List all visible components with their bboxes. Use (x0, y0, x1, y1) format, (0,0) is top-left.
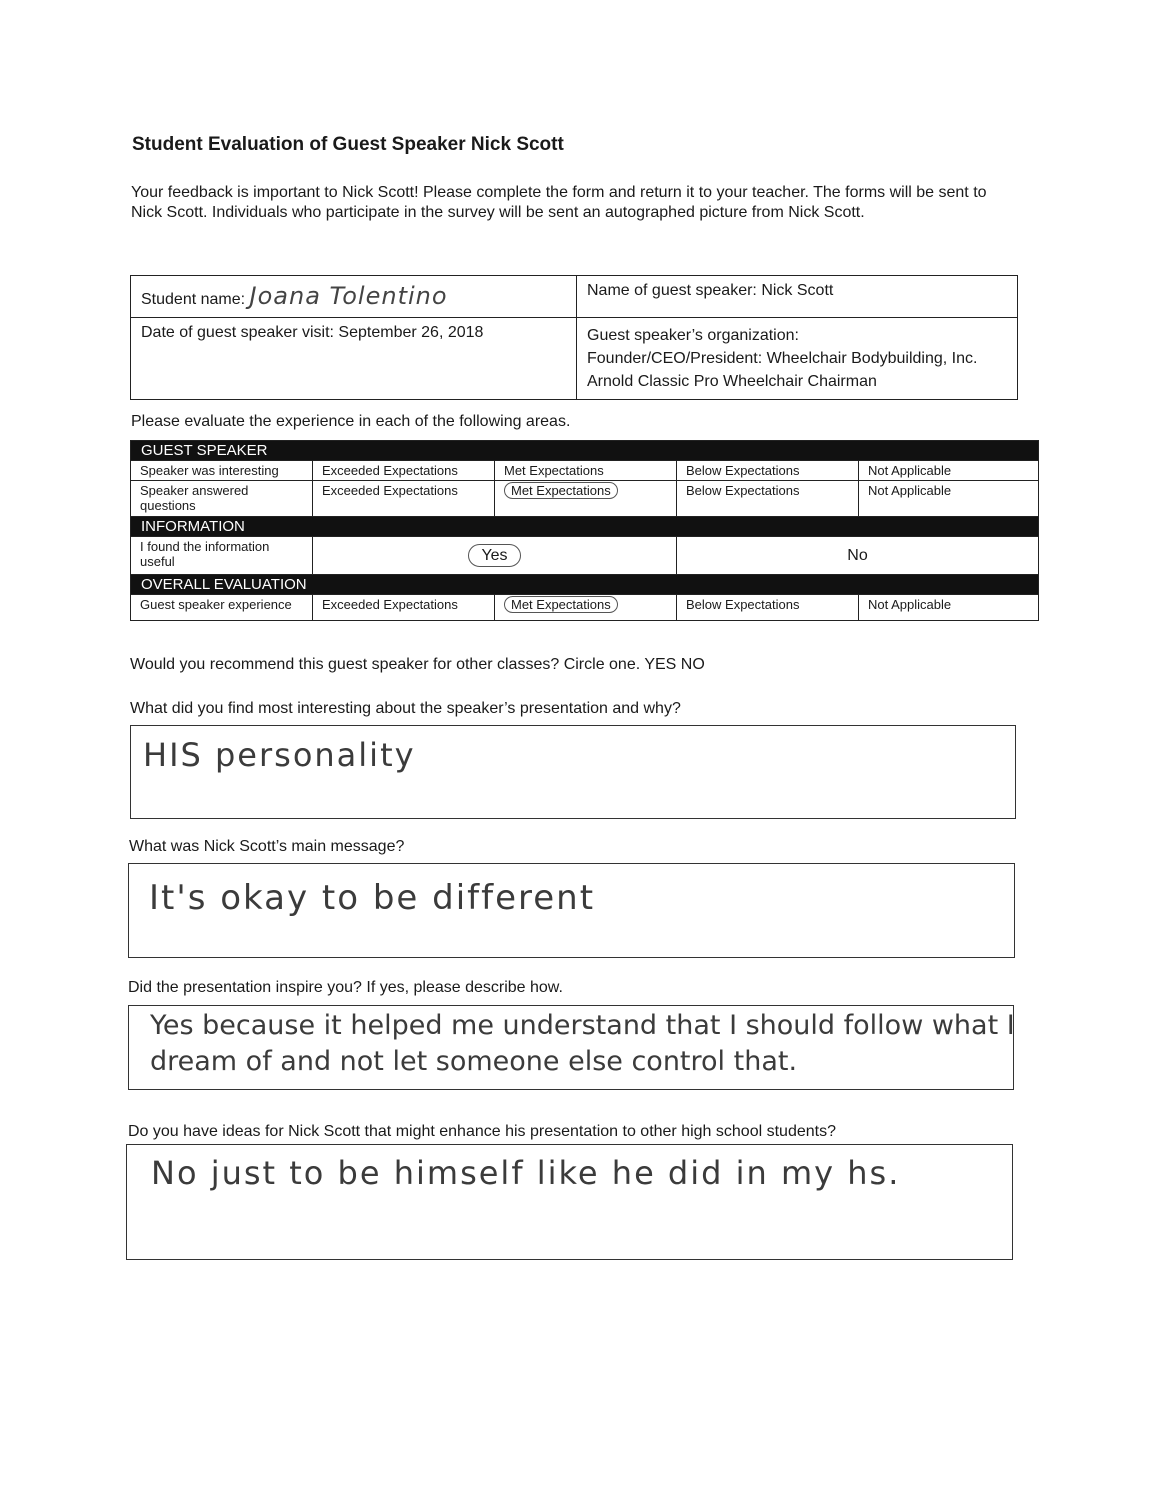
answer-3: Yes because it helped me understand that I should follow what I dream of and not let someone else control that. (150, 1010, 1015, 1077)
question-1: What did you find most interesting about the speaker’s presentation and why? (130, 700, 681, 717)
org-label: Guest speaker’s organization: (587, 327, 799, 344)
speaker-name-cell (577, 276, 1018, 318)
evaluation-prompt: Please evaluate the experience in each of the following areas. (131, 413, 571, 430)
option-exceeded[interactable]: Exceeded Expectations (313, 595, 495, 621)
row-label-useful: I found the information useful (131, 537, 313, 575)
question-4: Do you have ideas for Nick Scott that might enhance his presentation to other high school students? (128, 1123, 836, 1140)
speaker-name-label: Name of guest speaker: Nick Scott (587, 282, 834, 299)
option-exceeded[interactable]: Exceeded Expectations (313, 481, 495, 517)
date-label: Date of guest speaker visit: September 26, 2018 (141, 324, 484, 341)
option-met-selected[interactable]: Met Expectations (495, 595, 677, 621)
org-cell (577, 318, 1018, 400)
question-2: What was Nick Scott’s main message? (129, 838, 405, 855)
option-below[interactable]: Below Expectations (677, 461, 859, 481)
answer-4: No just to be himself like he did in my hs. (151, 1154, 901, 1192)
row-label-interesting: Speaker was interesting (131, 461, 313, 481)
answer-box-4[interactable] (126, 1144, 1013, 1260)
option-exceeded[interactable]: Exceeded Expectations (313, 461, 495, 481)
form-intro: Your feedback is important to Nick Scott! Please complete the form and return it to your teacher. The forms will be sent to Nick Scott. Individuals who participate in the survey will be sent an autographed picture from Nick Scott. (131, 184, 987, 221)
student-name-label: Student name: (141, 291, 246, 308)
question-3: Did the presentation inspire you? If yes, please describe how. (128, 979, 563, 996)
answer-box-1[interactable] (130, 725, 1016, 819)
option-met[interactable]: Met Expectations (495, 461, 677, 481)
option-below[interactable]: Below Expectations (677, 481, 859, 517)
option-below[interactable]: Below Expectations (677, 595, 859, 621)
answer-box-2[interactable] (128, 863, 1015, 958)
org-line-2: Arnold Classic Pro Wheelchair Chairman (587, 373, 877, 390)
recommend-question: Would you recommend this guest speaker for other classes? Circle one. YES NO (130, 656, 705, 673)
section-information: INFORMATION (131, 517, 1039, 537)
option-not-applicable[interactable]: Not Applicable (859, 481, 1039, 517)
row-label-answered: Speaker answered questions (131, 481, 313, 517)
answer-2: It's okay to be different (149, 878, 596, 918)
student-name-cell (131, 276, 577, 318)
evaluation-table (130, 440, 1039, 621)
info-table (130, 275, 1018, 400)
form-title: Student Evaluation of Guest Speaker Nick Scott (132, 134, 564, 155)
option-not-applicable[interactable]: Not Applicable (859, 595, 1039, 621)
student-name-value: Joana Tolentino (249, 282, 448, 310)
option-yes-selected[interactable]: Yes (313, 537, 677, 575)
date-cell (131, 318, 577, 400)
section-overall-evaluation: OVERALL EVALUATION (131, 575, 1039, 595)
row-label-experience: Guest speaker experience (131, 595, 313, 621)
answer-1: HIS personality (143, 736, 416, 774)
option-met-selected[interactable]: Met Expectations (495, 481, 677, 517)
option-no[interactable]: No (677, 537, 1039, 575)
option-not-applicable[interactable]: Not Applicable (859, 461, 1039, 481)
org-line-1: Founder/CEO/President: Wheelchair Bodybuilding, Inc. (587, 350, 978, 367)
section-guest-speaker: GUEST SPEAKER (131, 441, 1039, 461)
